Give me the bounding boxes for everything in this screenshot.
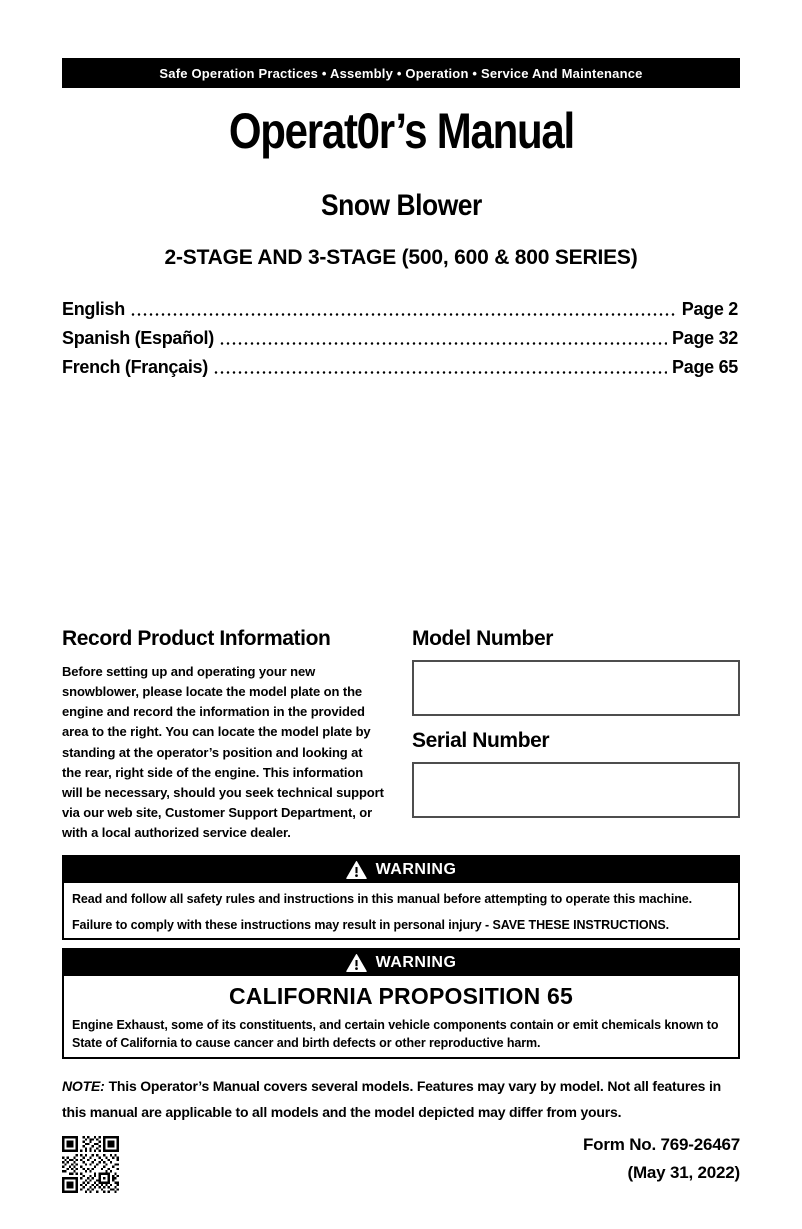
note-paragraph xyxy=(62,1074,740,1126)
toc-label: Spanish (Español) xyxy=(62,328,214,348)
serial-number-label: Serial Number xyxy=(412,729,550,752)
toc-item-english xyxy=(62,291,738,320)
footer-form-info xyxy=(583,1131,740,1186)
series-line: 2-STAGE AND 3-STAGE (500, 600 & 800 SERIES) xyxy=(164,246,638,269)
toc-page: Page 65 xyxy=(672,357,738,377)
record-info-section xyxy=(62,627,740,843)
top-banner-text: Safe Operation Practices • Assembly • Operation • Service And Maintenance xyxy=(159,65,643,81)
prop65-title: CALIFORNIA PROPOSITION 65 xyxy=(228,983,574,1009)
warning-header xyxy=(64,950,738,976)
revision-date: (May 31, 2022) xyxy=(627,1162,740,1182)
dot-leader xyxy=(213,370,667,375)
form-number: Form No. 769-26467 xyxy=(582,1135,740,1154)
product-name: Snow Blower xyxy=(320,189,482,222)
top-banner xyxy=(62,58,740,88)
warning-triangle-icon xyxy=(346,954,367,972)
warning-triangle-icon xyxy=(346,861,367,879)
warning-line: Read and follow all safety rules and instructions in this manual before attempting to operate this machine. xyxy=(72,892,692,906)
record-info-heading: Record Product Information xyxy=(62,627,331,650)
product-fields-column xyxy=(412,627,740,843)
warning-header-label: WARNING xyxy=(375,954,457,971)
dot-leader xyxy=(130,312,677,317)
note-body: This Operator’s Manual covers several models. Features may vary by model. Not all features in this manual are applicable to all models and the model depicted may differ from yours. xyxy=(62,1078,721,1120)
toc-label: English xyxy=(62,299,125,319)
warning-box-prop65 xyxy=(62,948,740,1059)
record-info-column xyxy=(62,627,384,843)
table-of-contents xyxy=(62,291,738,378)
record-info-body: Before setting up and operating your new snowblower, please locate the model plate on the engine and record the information in the provided area to the right. You can locate the model plate by standing at the operator’s position and looking at the rear, right side of the engine. This information will be necessary, should you seek technical support via our web site, Customer Support Department, or with a local authorized service dealer. xyxy=(62,664,384,841)
model-number-label: Model Number xyxy=(412,627,554,650)
warning-header-label: WARNING xyxy=(375,861,457,878)
warning-body xyxy=(64,883,738,932)
serial-number-field[interactable] xyxy=(412,762,740,818)
toc-page: Page 2 xyxy=(681,299,738,319)
toc-item-french xyxy=(62,349,738,378)
qr-code xyxy=(62,1136,119,1193)
toc-page: Page 32 xyxy=(672,328,738,348)
warning-header xyxy=(64,857,738,883)
prop65-body: Engine Exhaust, some of its constituents, and certain vehicle components contain or emit chemicals known to State of California to cause cancer and birth defects or other reproductive harm. xyxy=(72,1018,719,1051)
warning-box-general xyxy=(62,855,740,940)
toc-label: French (Français) xyxy=(62,357,208,377)
warning-line: Failure to comply with these instructions may result in personal injury - SAVE THESE INSTRUCTIONS. xyxy=(72,918,670,932)
model-number-field[interactable] xyxy=(412,660,740,716)
dot-leader xyxy=(219,341,667,346)
toc-item-spanish xyxy=(62,320,738,349)
page-title: Operat0r’s Manual xyxy=(228,103,574,159)
note-label: NOTE: xyxy=(62,1078,105,1094)
